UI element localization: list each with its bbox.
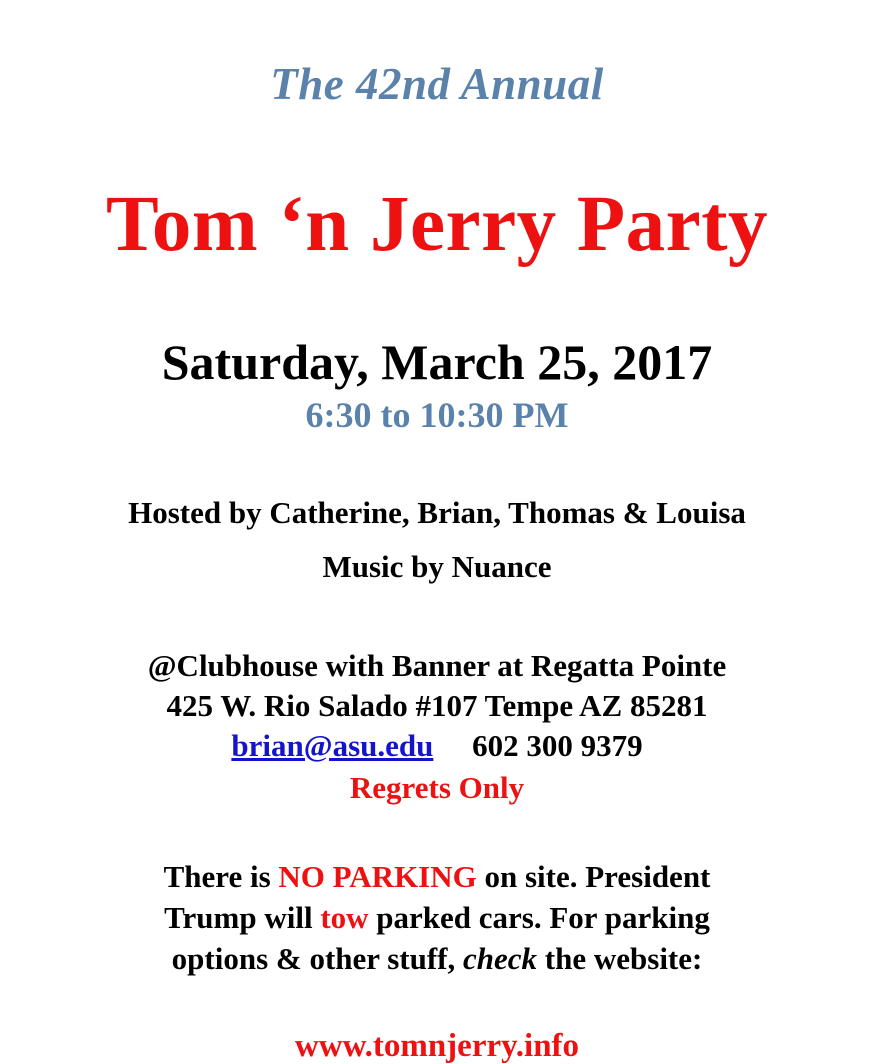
page-title: Tom ‘n Jerry Party (105, 181, 769, 268)
notice-text-3: Trump will (164, 900, 321, 936)
notice-text-5: options & other stuff, (171, 940, 464, 976)
regrets-only-note: Regrets Only (349, 769, 525, 805)
website-link[interactable]: www.tomnjerry.info (294, 1027, 580, 1064)
check-emphasis: check (463, 940, 538, 976)
parking-notice-line-2 (0, 898, 874, 939)
notice-text-4: parked cars. For parking (368, 900, 710, 936)
annual-heading: The 42nd Annual (270, 59, 604, 109)
contact-spacer (433, 728, 472, 763)
notice-text-6: the website: (537, 940, 703, 976)
tow-emphasis: tow (320, 900, 369, 936)
venue-address-line: 425 W. Rio Salado #107 Tempe AZ 85281 (166, 688, 708, 724)
hosted-by-line: Hosted by Catherine, Brian, Thomas & Louisa (128, 495, 746, 531)
notice-text-2: on site. President (476, 859, 711, 895)
venue-name-line: @Clubhouse with Banner at Regatta Pointe (147, 648, 727, 684)
music-by-line: Music by Nuance (322, 549, 552, 585)
parking-notice-line-3 (0, 939, 874, 980)
parking-notice-line-1 (0, 857, 874, 898)
event-time: 6:30 to 10:30 PM (305, 394, 569, 435)
contact-line (0, 726, 874, 766)
parking-notice (0, 807, 874, 980)
notice-text-1: There is (163, 859, 279, 895)
email-link[interactable]: brian@asu.edu (231, 727, 434, 763)
phone-number: 602 300 9379 (472, 727, 643, 763)
venue-block (0, 584, 874, 807)
event-date: Saturday, March 25, 2017 (161, 334, 713, 390)
no-parking-emphasis: NO PARKING (278, 859, 477, 895)
